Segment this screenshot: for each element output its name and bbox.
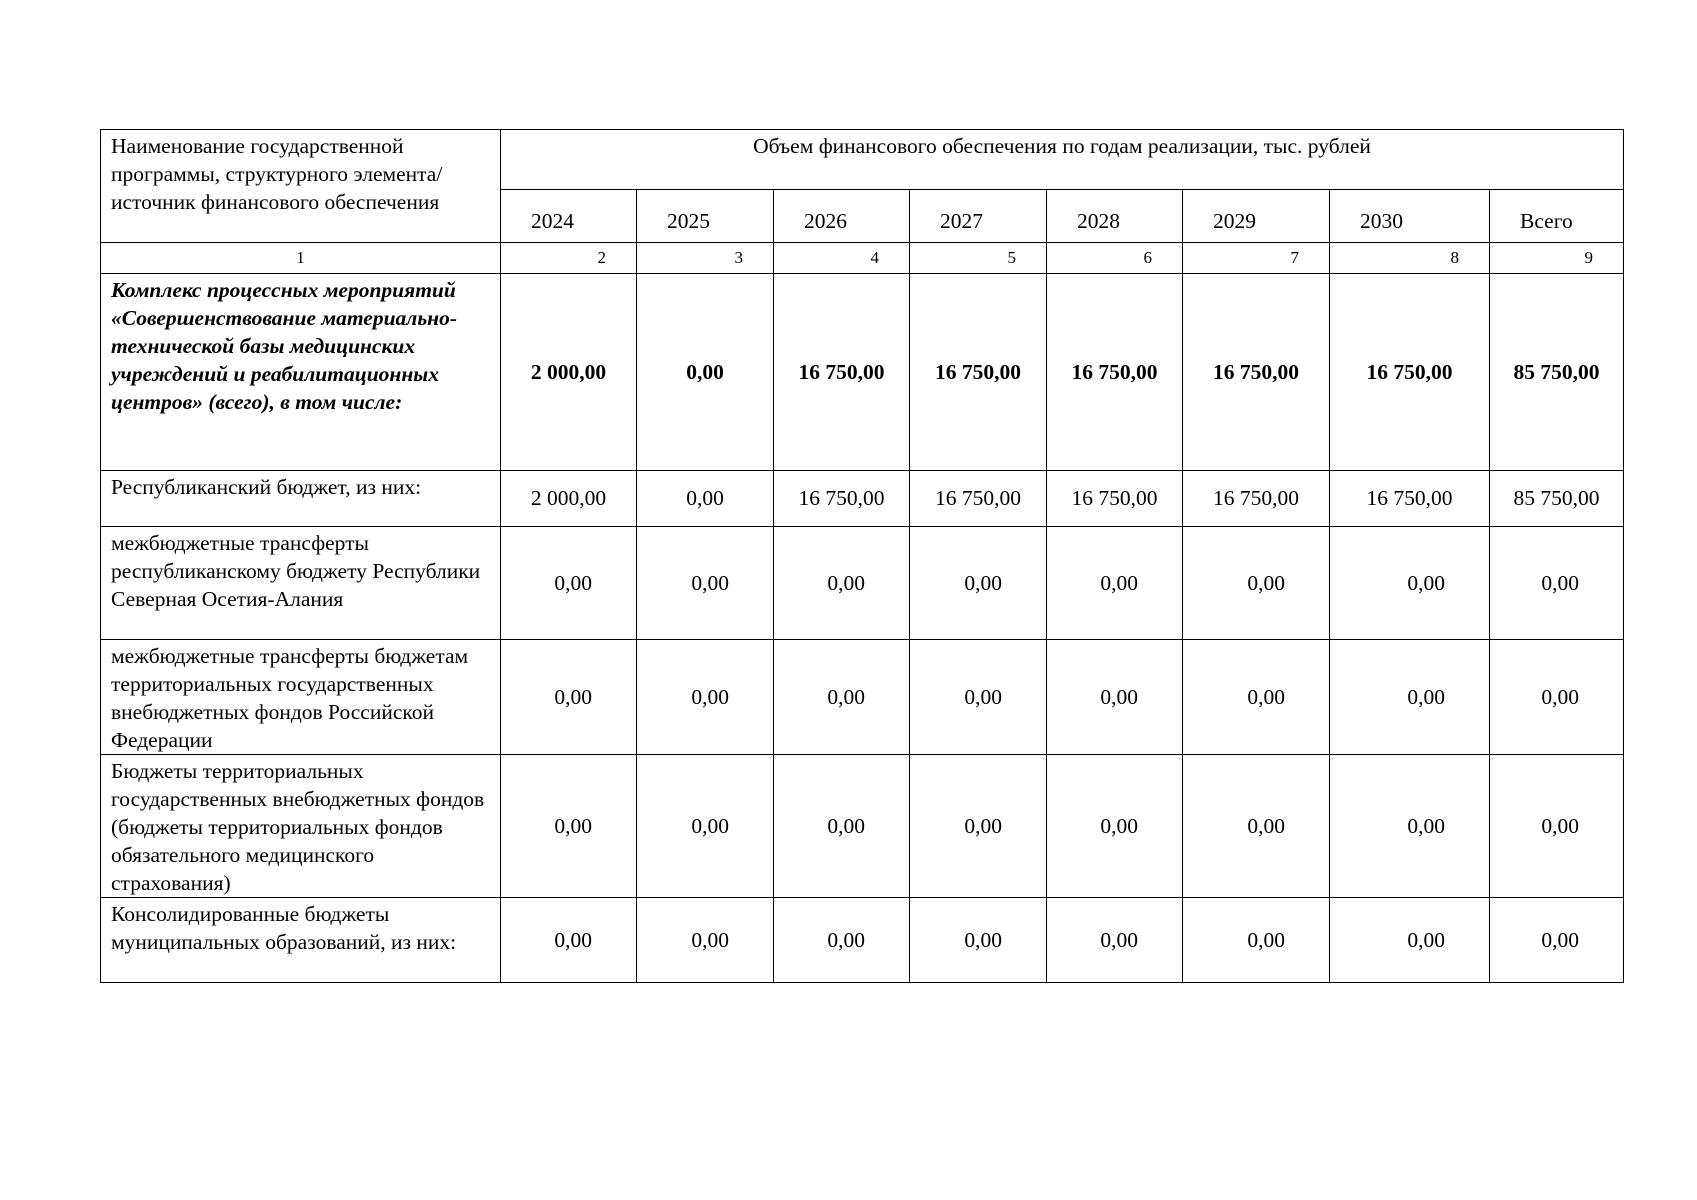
value-cell: 0,00 (1047, 755, 1183, 898)
value-cell: 0,00 (1047, 640, 1183, 755)
value-cell: 0,00 (1490, 898, 1624, 983)
value-cell: 0,00 (1490, 640, 1624, 755)
column-number: 5 (910, 243, 1047, 274)
table-row-total-complex (101, 274, 1624, 471)
value-cell: 0,00 (774, 527, 910, 640)
value-cell: 0,00 (1330, 527, 1490, 640)
value-cell: 16 750,00 (1330, 274, 1490, 471)
row-name: Консолидированные бюджеты муниципальных образований, из них: (101, 898, 501, 983)
value-cell: 0,00 (1047, 527, 1183, 640)
table-row-republican-budget (101, 471, 1624, 527)
header-row-title (101, 130, 1624, 190)
value-cell: 16 750,00 (1330, 471, 1490, 527)
year-header: 2030 (1330, 190, 1490, 243)
value-cell: 85 750,00 (1490, 471, 1624, 527)
value-cell: 0,00 (501, 755, 637, 898)
table-row-transfers-republic (101, 527, 1624, 640)
value-cell: 0,00 (774, 898, 910, 983)
column-number: 2 (501, 243, 637, 274)
value-cell: 0,00 (1330, 755, 1490, 898)
value-cell: 16 750,00 (910, 471, 1047, 527)
value-cell: 0,00 (637, 640, 774, 755)
row-name: Бюджеты территориальных государственных внебюджетных фондов (бюджеты территориальных фондов обязательного медицинского страхования) (101, 755, 501, 898)
column-number: 6 (1047, 243, 1183, 274)
value-cell: 0,00 (637, 898, 774, 983)
value-cell: 16 750,00 (774, 471, 910, 527)
value-cell: 0,00 (910, 640, 1047, 755)
column-number: 8 (1330, 243, 1490, 274)
financing-table (100, 129, 1624, 983)
column-number: 3 (637, 243, 774, 274)
value-cell: 0,00 (1183, 755, 1330, 898)
year-header: 2026 (774, 190, 910, 243)
value-cell: 0,00 (1047, 898, 1183, 983)
year-header: 2028 (1047, 190, 1183, 243)
value-cell: 16 750,00 (1047, 471, 1183, 527)
year-header: 2025 (637, 190, 774, 243)
value-cell: 16 750,00 (1183, 471, 1330, 527)
table-row-transfers-funds (101, 640, 1624, 755)
value-cell: 0,00 (910, 898, 1047, 983)
column-number: 9 (1490, 243, 1624, 274)
value-cell: 0,00 (910, 527, 1047, 640)
value-cell: 0,00 (1183, 640, 1330, 755)
value-cell: 0,00 (637, 274, 774, 471)
total-header: Всего (1490, 190, 1624, 243)
header-span-title: Объем финансового обеспечения по годам реализации, тыс. рублей (501, 130, 1624, 190)
value-cell: 0,00 (1330, 898, 1490, 983)
column-number: 1 (101, 243, 501, 274)
value-cell: 2 000,00 (501, 471, 637, 527)
table-row-territorial-funds (101, 755, 1624, 898)
value-cell: 0,00 (1330, 640, 1490, 755)
value-cell: 16 750,00 (1183, 274, 1330, 471)
value-cell: 0,00 (637, 527, 774, 640)
column-number: 4 (774, 243, 910, 274)
value-cell: 16 750,00 (774, 274, 910, 471)
value-cell: 0,00 (774, 755, 910, 898)
value-cell: 16 750,00 (910, 274, 1047, 471)
value-cell: 0,00 (910, 755, 1047, 898)
value-cell: 0,00 (637, 471, 774, 527)
value-cell: 2 000,00 (501, 274, 637, 471)
column-number-row (101, 243, 1624, 274)
year-header: 2029 (1183, 190, 1330, 243)
value-cell: 0,00 (774, 640, 910, 755)
value-cell: 0,00 (637, 755, 774, 898)
column-number: 7 (1183, 243, 1330, 274)
row-name: межбюджетные трансферты республиканскому бюджету Республики Северная Осетия-Алания (101, 527, 501, 640)
year-header: 2024 (501, 190, 637, 243)
value-cell: 0,00 (1490, 527, 1624, 640)
value-cell: 0,00 (501, 640, 637, 755)
value-cell: 0,00 (501, 527, 637, 640)
year-header: 2027 (910, 190, 1047, 243)
row-name: Комплекс процессных мероприятий «Совершенствование материально-технической базы медицинских учреждений и реабилитационных центров» (всего), в том числе: (101, 274, 501, 471)
value-cell: 0,00 (1490, 755, 1624, 898)
value-cell: 85 750,00 (1490, 274, 1624, 471)
header-name-column: Наименование государственной программы, структурного элемента/источник финансового обеспечения (101, 130, 501, 243)
value-cell: 16 750,00 (1047, 274, 1183, 471)
row-name: Республиканский бюджет, из них: (101, 471, 501, 527)
row-name: межбюджетные трансферты бюджетам территориальных государственных внебюджетных фондов Российской Федерации (101, 640, 501, 755)
value-cell: 0,00 (1183, 527, 1330, 640)
table-row-municipal-budgets (101, 898, 1624, 983)
value-cell: 0,00 (1183, 898, 1330, 983)
value-cell: 0,00 (501, 898, 637, 983)
